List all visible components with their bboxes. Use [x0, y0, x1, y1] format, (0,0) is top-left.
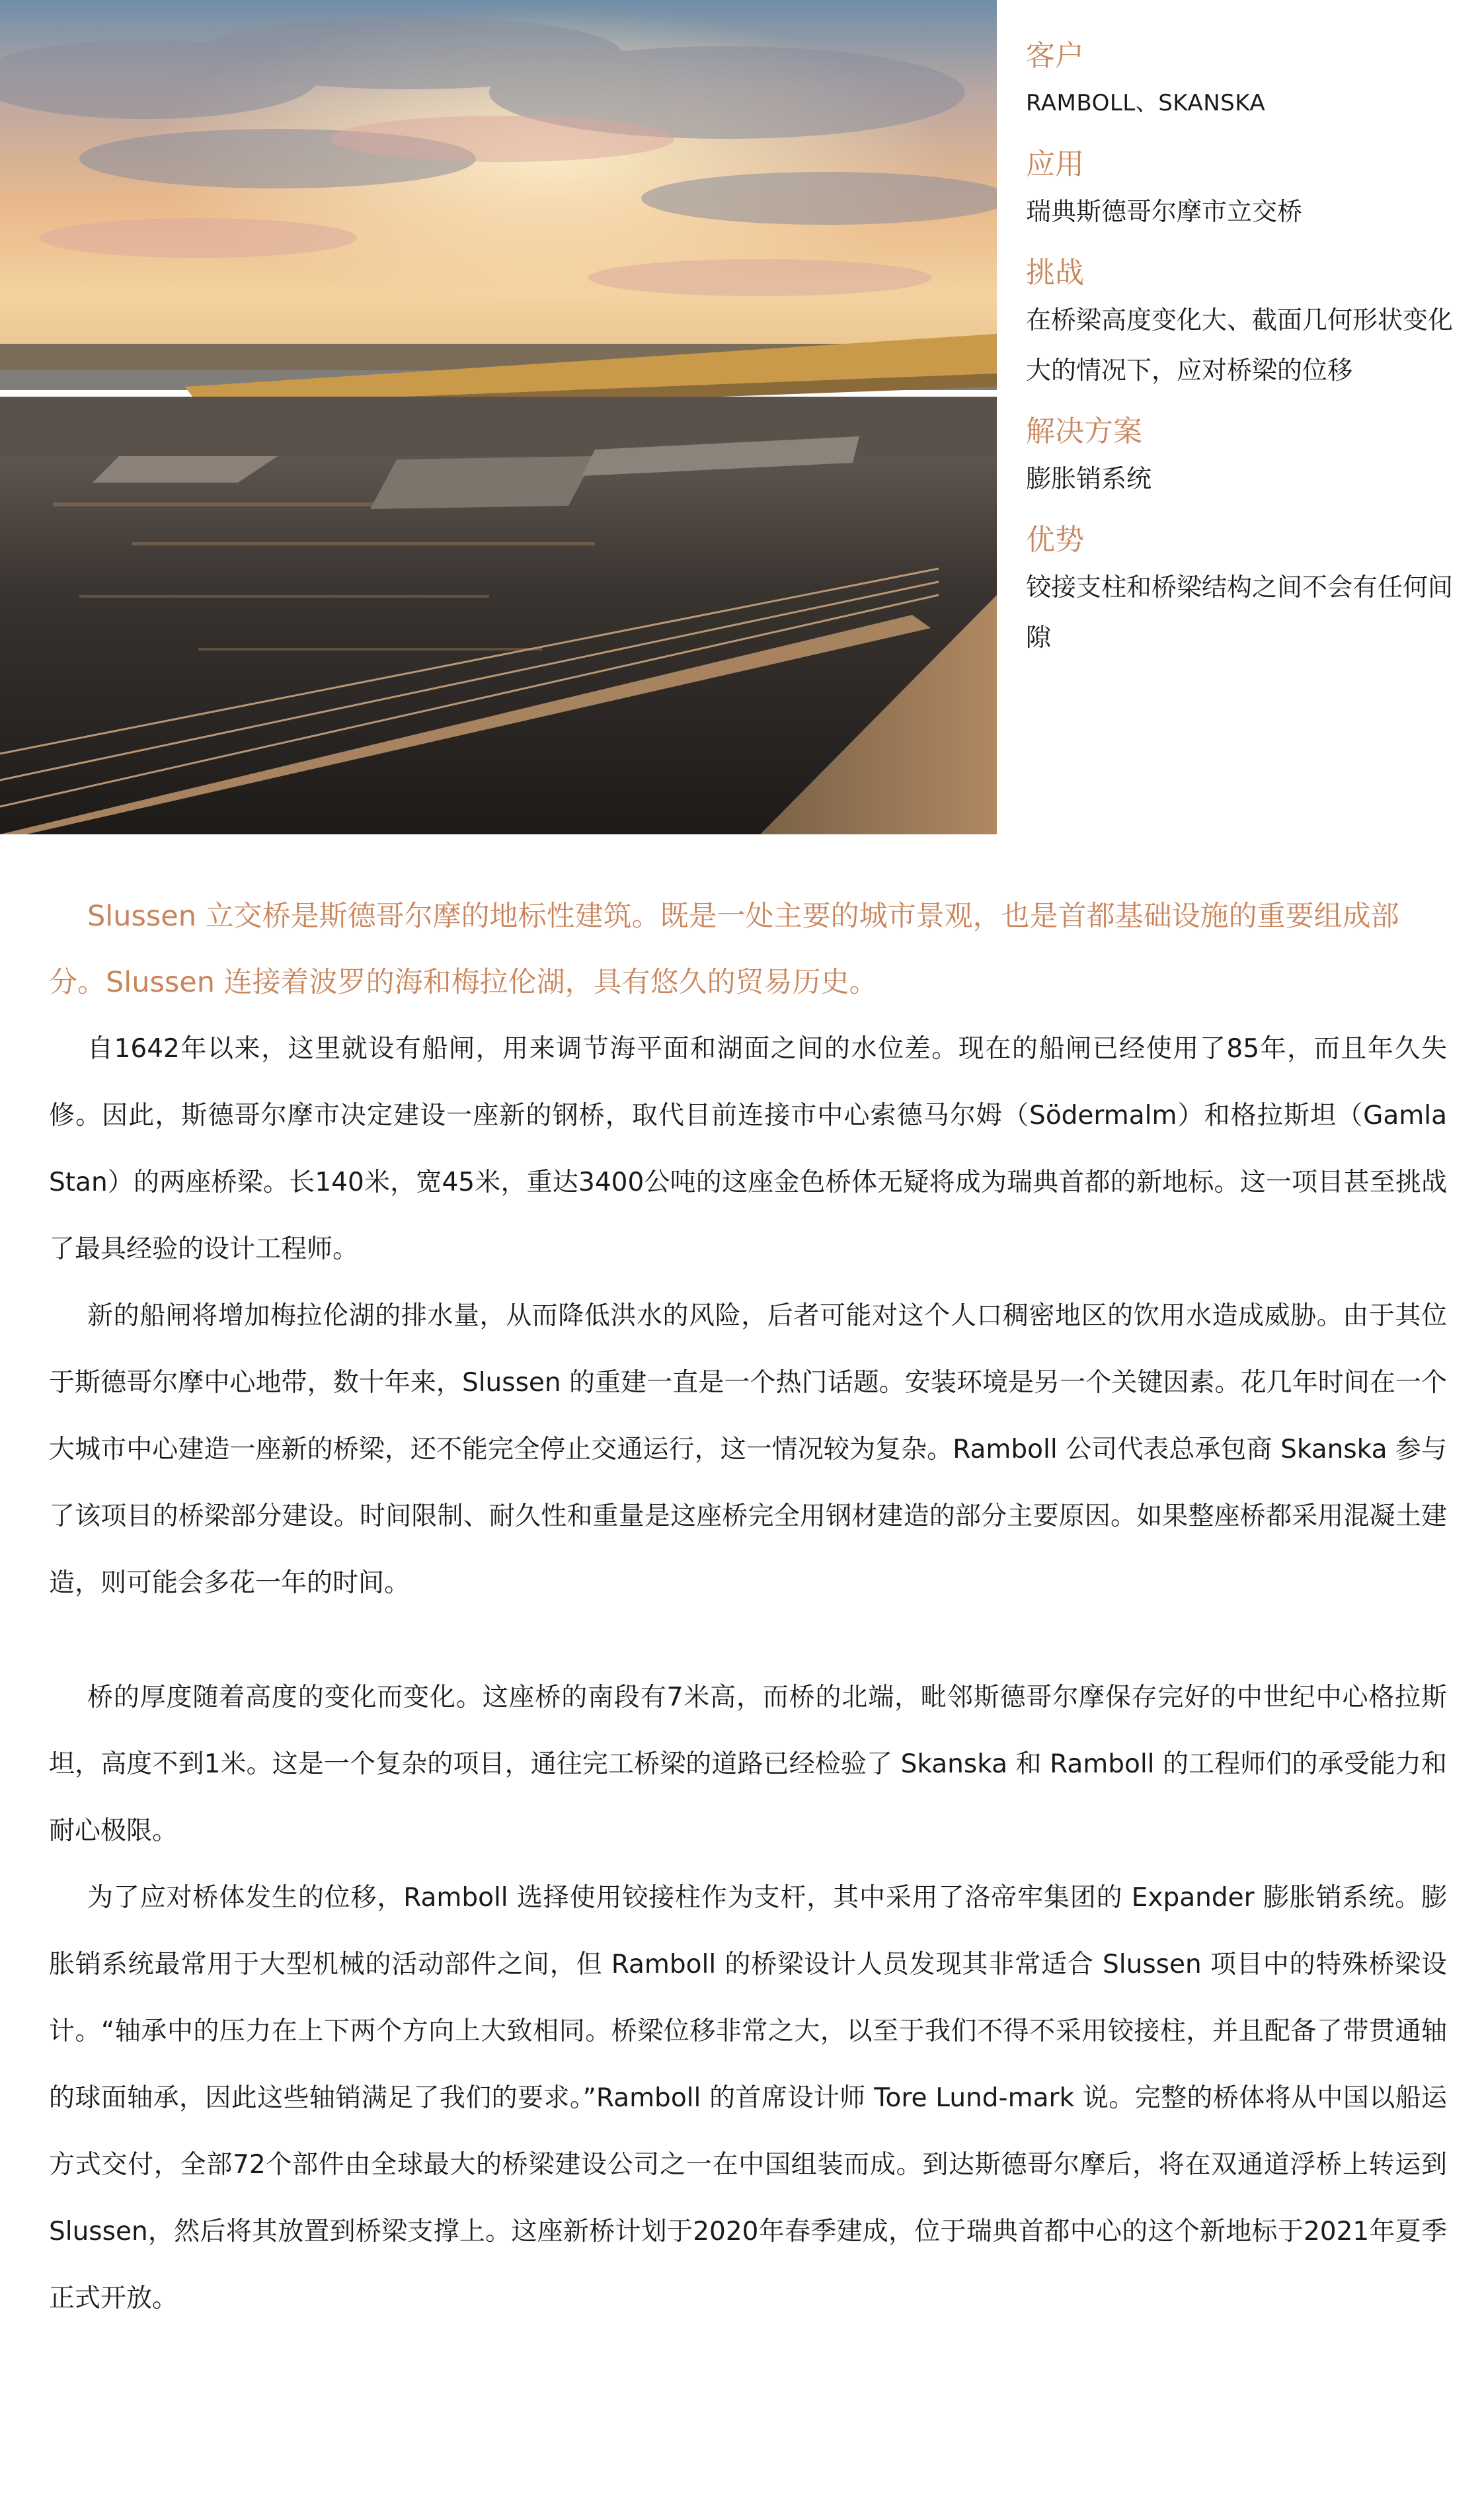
challenge-heading: 挑战 — [1026, 256, 1084, 290]
client-value: RAMBOLL、SKANSKA — [1026, 90, 1266, 116]
paragraph-history: 自1642年以来，这里就设有船闸，用来调节海平面和湖面之间的水位差。现在的船闸已经使用了85年，而且年久失修。因此，斯德哥尔摩市决定建设一座新的钢桥，取代目前连接市中心索德马尔姆（Södermalm）和格拉斯坦（Gamla Stan）的两座桥梁。长140米，宽45米，重达3400公吨的这座金色桥体无疑将成为瑞典首都的新地标。这一项目甚至挑战了最具经验的设计工程师。 — [49, 1034, 1447, 1264]
solution-section — [1026, 410, 1462, 504]
hero-image — [0, 0, 997, 834]
lead-paragraph: Slussen 立交桥是斯德哥尔摩的地标性建筑。既是一处主要的城市景观，也是首都基础设施的重要组成部分。Slussen 连接着波罗的海和梅拉伦湖，具有悠久的贸易历史。 — [49, 900, 1399, 999]
application-value: 瑞典斯德哥尔摩市立交桥 — [1026, 197, 1303, 226]
paragraph-expander: 为了应对桥体发生的位移，Ramboll 选择使用铰接柱作为支杆，其中采用了洛帝牢集团的 Expander 膨胀销系统。膨胀销系统最常用于大型机械的活动部件之间，但 Ramboll 的桥梁设计人员发现其非常适合 Slussen 项目中的特殊桥梁设计。“轴承中的压力在上下两个方向上大致相同。桥梁位移非常之大，以至于我们不得不采用铰接柱，并且配备了带贯通轴的球面轴承，因此这些轴销满足了我们的要求。”Ramboll 的首席设计师 Tore Lund-mark 说。完整的桥体将从中国以船运方式交付，全部72个部件由全球最大的桥梁建设公司之一在中国组装而成。到达斯德哥尔摩后，将在双通道浮桥上转运到Slussen，然后将其放置到桥梁支撑上。这座新桥计划于2020年春季建成，位于瑞典首都中心的这个新地标于2021年夏季正式开放。 — [49, 1883, 1447, 2313]
paragraph-thickness: 桥的厚度随着高度的变化而变化。这座桥的南段有7米高，而桥的北端，毗邻斯德哥尔摩保存完好的中世纪中心格拉斯坦，高度不到1米。这是一个复杂的项目，通往完工桥梁的道路已经检验了 Skanska 和 Ramboll 的工程师们的承受能力和耐心极限。 — [49, 1683, 1447, 1846]
bridge-photo — [0, 0, 997, 834]
challenge-section — [1026, 251, 1462, 395]
application-heading: 应用 — [1026, 147, 1084, 181]
challenge-value: 在桥梁高度变化大、截面几何形状变化大的情况下，应对桥梁的位移 — [1026, 305, 1454, 385]
advantage-section — [1026, 518, 1462, 662]
paragraph-spacer — [49, 1616, 1447, 1664]
solution-heading: 解决方案 — [1026, 415, 1142, 448]
article-body — [49, 883, 1447, 2332]
advantage-heading: 优势 — [1026, 523, 1084, 557]
solution-value: 膨胀销系统 — [1026, 464, 1152, 493]
client-section — [1026, 34, 1462, 128]
client-heading: 客户 — [1026, 39, 1084, 73]
advantage-value: 铰接支柱和桥梁结构之间不会有任何间隙 — [1026, 573, 1454, 652]
application-section — [1026, 143, 1462, 237]
paragraph-lock: 新的船闸将增加梅拉伦湖的排水量，从而降低洪水的风险，后者可能对这个人口稠密地区的饮用水造成威胁。由于其位于斯德哥尔摩中心地带，数十年来，Slussen 的重建一直是一个热门话题。安装环境是另一个关键因素。花几年时间在一个大城市中心建造一座新的桥梁，还不能完全停止交通运行，这一情况较为复杂。Ramboll 公司代表总承包商 Skanska 参与了该项目的桥梁部分建设。时间限制、耐久性和重量是这座桥完全用钢材建造的部分主要原因。如果整座桥都采用混凝土建造，则可能会多花一年的时间。 — [49, 1301, 1447, 1598]
project-info-panel — [1026, 34, 1462, 677]
